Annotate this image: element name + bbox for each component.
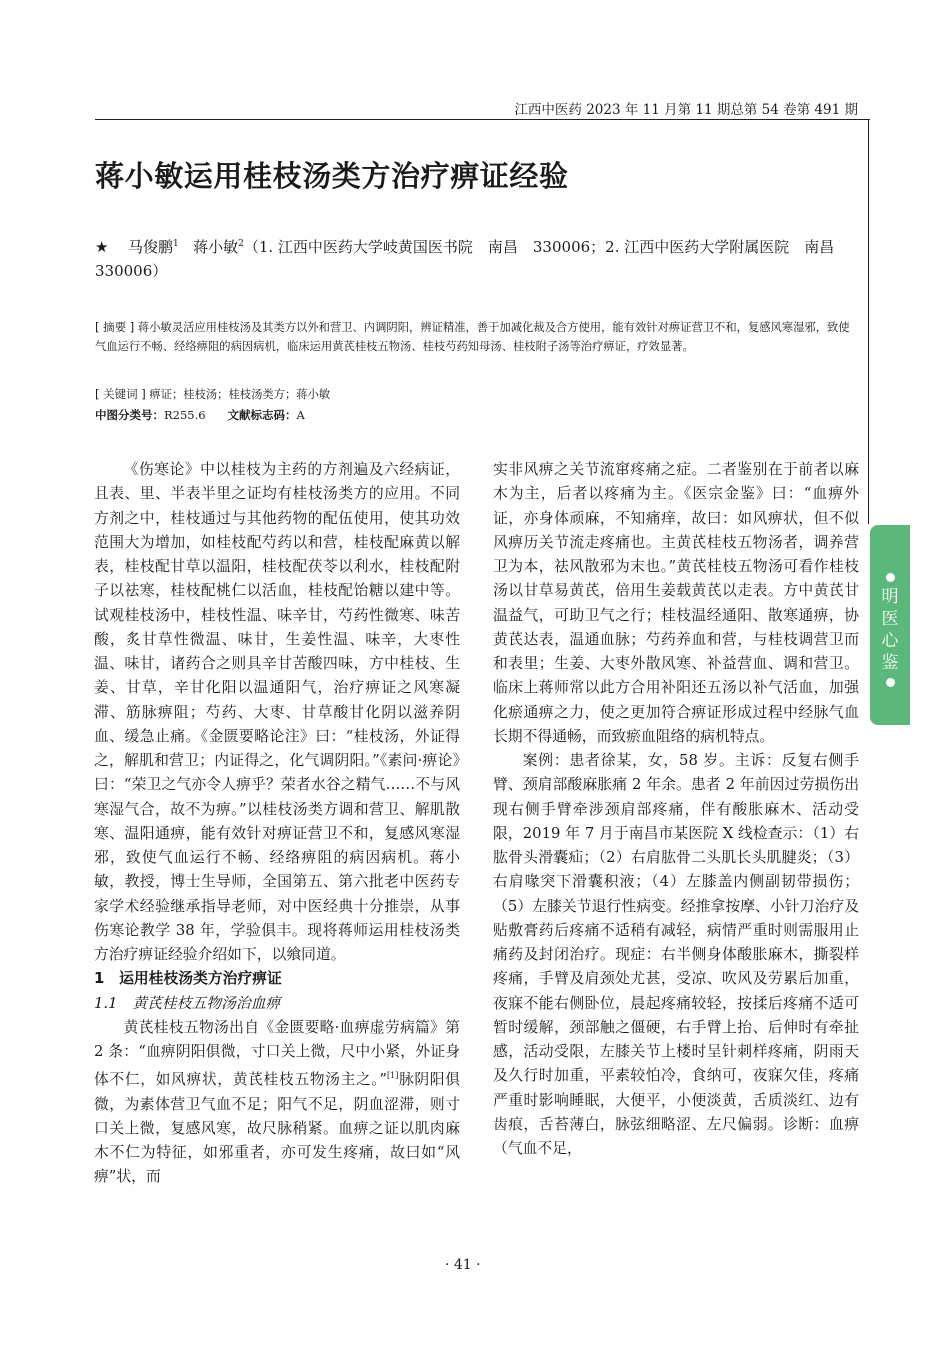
- abstract: [95, 318, 860, 357]
- citation-ref[interactable]: [1]: [387, 1071, 399, 1081]
- keywords-label: [ 关键词 ]: [95, 387, 146, 401]
- abstract-text: 蒋小敏灵活应用桂枝汤及其类方以外和营卫、内调阴阳，辨证精准，善于加减化裁及合方使用，能有效针对痹证营卫不和，复感风寒湿邪，致使气血运行不畅、经络痹阻的病因病机，临床运用黄芪桂枝五物汤、桂枝芍药知母汤、桂枝附子汤等治疗痹证，疗效显著。: [95, 321, 850, 353]
- author-1: 马俊鹏: [128, 238, 174, 256]
- abstract-label: [ 摘要 ]: [95, 320, 135, 334]
- right-column: [493, 458, 859, 1161]
- body-paragraph: 《伤寒论》中以桂枝为主药的方剂遍及六经病证，且表、里、半表半里之证均有桂枝汤类方的应用。不同方剂之中，桂枝通过与其他药物的配伍使用，使其功效范围大为增加，如桂枝配芍药以和营，桂枝配麻黄以解表，桂枝配甘草以温阳，桂枝配茯苓以利水，桂枝配附子以祛寒，桂枝配桃仁以活血，桂枝配饴糖以建中等。试观桂枝汤中，桂枝性温、味辛甘，芍药性微寒、味苦酸，炙甘草性微温、味甘，生姜性温、味辛，大枣性温、味甘，诸药合之则具辛甘苦酸四味，方中桂枝、生姜、甘草，辛甘化阳以温通阳气，治疗痹证之风寒凝滞、筋脉痹阻；芍药、大枣、甘草酸甘化阴以滋养阴血、缓急止痛。《金匮要略论注》曰：“桂枝汤，外证得之，解肌和营卫；内证得之，化气调阴阳。”《素问·痹论》曰：“荣卫之气亦令人痹乎？荣者水谷之精气……不与风寒湿气合，故不为痹。”以桂枝汤类方调和营卫、解肌散寒、温阳通痹，能有效针对痹证营卫不和，复感风寒湿邪，致使气血运行不畅、经络痹阻的病因病机。蒋小敏，教授，博士生导师，全国第五、第六批老中医药专家学术经验继承指导老师，对中医经典十分推崇，从事伤寒论教学 38 年，学验俱丰。现将蒋师运用桂枝汤类方治疗痹证经验介绍如下，以飨同道。: [94, 461, 460, 963]
- subsection-heading: 1.1 黄芪桂枝五物汤治血痹: [94, 994, 281, 1012]
- affiliations: （1. 江西中医药大学岐黄国医书院 南昌 330006；2. 江西中医药大学附属医院 南昌 330006）: [95, 238, 850, 280]
- quote-text: 黄芪桂枝五物汤出自《金匮要略·血痹虚劳病篇》第 2 条：“血痹阴阳俱微，寸口关上微，尺中小紧，外证身体不仁，如风痹状，黄芪桂枝五物汤主之。”: [94, 1018, 460, 1089]
- margin-rule: [868, 119, 869, 524]
- author-2-affil: 2: [238, 239, 244, 249]
- doc-code-value: A: [296, 408, 305, 422]
- running-head: 江西中医药 2023 年 11 月第 11 期总第 54 卷第 491 期: [514, 102, 858, 118]
- page-number: · 41 ·: [445, 1257, 481, 1273]
- author-2: 蒋小敏: [193, 238, 239, 256]
- header-rule: [95, 119, 870, 120]
- bullet-dot-icon: [886, 678, 895, 687]
- case-paragraph: 案例：患者徐某，女，58 岁。主诉：反复右侧手臂、颈肩部酸麻胀痛 2 年余。患者 2 年前因过劳损伤出现右侧手臂牵涉颈肩部疼痛，伴有酸胀麻木、活动受限，2019 年 7 月于南昌市某医院 X 线检查示：（1）右肱骨头滑囊疝；（2）右肩肱骨二头肌长头肌腱炎；（3）右肩喙突下滑囊积液；（4）左膝盖内侧副韧带损伤；（5）左膝关节退行性病变。经推拿按摩、小针刀治疗及贴敷膏药后疼痛不适稍有减轻，病情严重时则需服用止痛药及封闭治疗。现症：右半侧身体酸胀麻木，撕裂样疼痛，手臂及肩颈处尤甚，受凉、吹风及劳累后加重，夜寐不能右侧卧位，晨起疼痛较轻，按揉后疼痛不适可暂时缓解，颈部触之僵硬，右手臂上抬、后伸时有牵扯感，活动受限，左膝关节上楼时呈针刺样疼痛，阴雨天及久行时加重，平素较怕冷，食纳可，夜寐欠佳，疼痛严重时影响睡眠，大便平，小便淡黄，舌质淡红、边有齿痕，舌苔薄白，脉弦细略涩、左尺偏弱。诊断：血痹（气血不足，: [493, 752, 859, 1157]
- keywords: [95, 385, 860, 404]
- author-line: [95, 232, 860, 283]
- section-heading: 1 运用桂枝汤类方治疗痹证: [94, 970, 282, 988]
- bullet-dot-icon: [886, 573, 895, 582]
- keywords-text: 痹证；桂枝汤；桂枝汤类方；蒋小敏: [149, 388, 331, 401]
- star-icon: ★: [95, 238, 109, 256]
- section-side-tab: [870, 525, 910, 725]
- body-paragraph: [94, 1016, 460, 1190]
- classification: [95, 406, 305, 424]
- left-column: [94, 458, 460, 1190]
- article-title: 蒋小敏运用桂枝汤类方治疗痹证经验: [95, 159, 569, 193]
- side-tab-text: 明 医 心 鉴: [881, 587, 899, 673]
- clc-label: 中图分类号：: [95, 408, 164, 422]
- paragraph-continuation: 脉阴阳俱微，为素体营卫气血不足；阳气不足，阴血涩滞，则寸口关上微，复感风寒，故尺脉稍紧。血痹之证以肌肉麻木不仁为特征，如邪重者，亦可发生疼痛，故曰如“风痹”状，而: [94, 1071, 460, 1186]
- clc-value: R255.6: [164, 408, 206, 422]
- author-1-affil: 1: [173, 239, 179, 249]
- body-paragraph: 实非风痹之关节流窜疼痛之症。二者鉴别在于前者以麻木为主，后者以疼痛为主。《医宗金鉴》曰：“血痹外证，亦身体顽麻，不知痛痒，故曰：如风痹状，但不似风痹历关节流走疼痛也。主黄芪桂枝五物汤者，调养营卫为本，祛风散邪为末也。”黄芪桂枝五物汤可看作桂枝汤以甘草易黄芪，倍用生姜载黄芪以走表。方中黄芪甘温益气，可助卫气之行；桂枝温经通阳、散寒通痹，协黄芪达表，温通血脉；芍药养血和营，与桂枝调营卫而和表里；生姜、大枣外散风寒、补益营血、调和营卫。临床上蒋师常以此方合用补阳还五汤以补气活血，加强化瘀通痹之力，使之更加符合痹证形成过程中经脉气血长期不得通畅，而致瘀血阻络的病机特点。: [493, 461, 859, 745]
- doc-code-label: 文献标志码：: [227, 408, 297, 422]
